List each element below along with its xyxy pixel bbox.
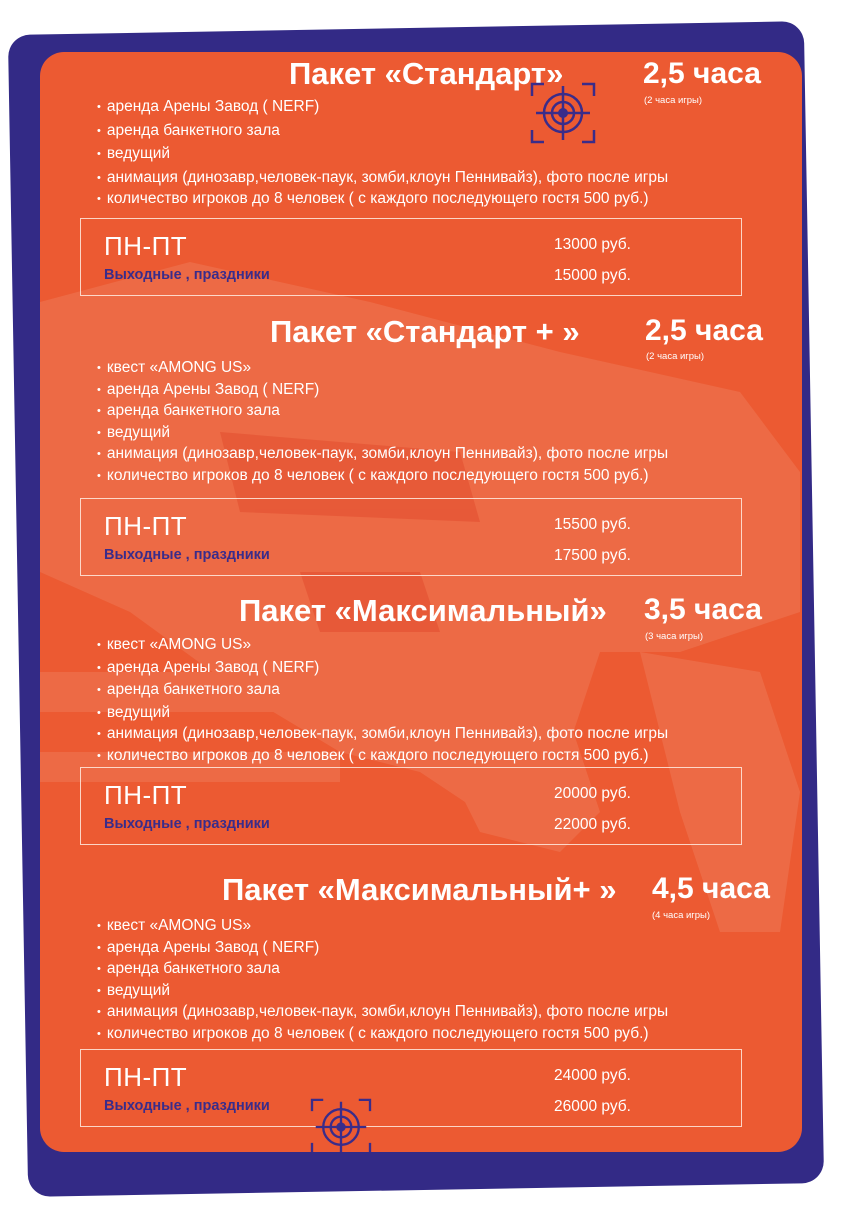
package-title: Пакет «Максимальный» bbox=[239, 593, 607, 628]
feature-item: • аренда Арены Завод ( NERF) bbox=[97, 380, 668, 402]
feature-list bbox=[97, 97, 668, 211]
feature-item: • аренда банкетного зала bbox=[97, 680, 668, 702]
package-duration: 2,5 часа bbox=[645, 314, 763, 347]
feature-item: • аренда Арены Завод ( NERF) bbox=[97, 97, 668, 119]
feature-item: • анимация (динозавр,человек-паук, зомби,клоун Пеннивайз), фото после игры bbox=[97, 168, 668, 190]
package-title: Пакет «Стандарт» bbox=[289, 56, 564, 91]
weekend-price: 17500 руб. bbox=[554, 547, 631, 564]
weekends-label: Выходные , праздники bbox=[104, 816, 270, 832]
weekday-price: 20000 руб. bbox=[554, 785, 631, 802]
weekdays-label: ПН-ПТ bbox=[104, 231, 188, 261]
feature-list bbox=[97, 635, 668, 768]
feature-item: • аренда Арены Завод ( NERF) bbox=[97, 658, 668, 680]
feature-item: • количество игроков до 8 человек ( с каждого последующего гостя 500 руб.) bbox=[97, 466, 668, 488]
feature-item: • количество игроков до 8 человек ( с каждого последующего гостя 500 руб.) bbox=[97, 746, 668, 768]
package-duration-note: (2 часа игры) bbox=[644, 95, 703, 106]
weekdays-label: ПН-ПТ bbox=[104, 780, 188, 810]
feature-item: • ведущий bbox=[97, 144, 668, 166]
package-duration: 3,5 часа bbox=[644, 593, 762, 626]
weekend-price: 26000 руб. bbox=[554, 1098, 631, 1115]
feature-item: • аренда Арены Завод ( NERF) bbox=[97, 938, 668, 960]
package-duration: 2,5 часа bbox=[643, 57, 761, 90]
weekdays-label: ПН-ПТ bbox=[104, 511, 188, 541]
price-box bbox=[80, 1049, 742, 1127]
feature-item: • квест «AMONG US» bbox=[97, 358, 668, 380]
feature-item: • аренда банкетного зала bbox=[97, 401, 668, 423]
weekday-price: 24000 руб. bbox=[554, 1067, 631, 1084]
weekend-price: 15000 руб. bbox=[554, 267, 631, 284]
feature-list bbox=[97, 916, 668, 1046]
feature-list bbox=[97, 358, 668, 488]
package-title: Пакет «Стандарт + » bbox=[270, 314, 580, 349]
package-duration: 4,5 часа bbox=[652, 872, 770, 905]
weekdays-label: ПН-ПТ bbox=[104, 1062, 188, 1092]
weekends-label: Выходные , праздники bbox=[104, 547, 270, 563]
package-title: Пакет «Максимальный+ » bbox=[222, 872, 617, 907]
feature-item: • квест «AMONG US» bbox=[97, 916, 668, 938]
feature-item: • количество игроков до 8 человек ( с каждого последующего гостя 500 руб.) bbox=[97, 189, 668, 211]
weekday-price: 15500 руб. bbox=[554, 516, 631, 533]
weekends-label: Выходные , праздники bbox=[104, 1098, 270, 1114]
feature-item: • анимация (динозавр,человек-паук, зомби,клоун Пеннивайз), фото после игры bbox=[97, 1002, 668, 1024]
weekday-price: 13000 руб. bbox=[554, 236, 631, 253]
weekends-label: Выходные , праздники bbox=[104, 267, 270, 283]
feature-item: • аренда банкетного зала bbox=[97, 121, 668, 143]
feature-item: • аренда банкетного зала bbox=[97, 959, 668, 981]
feature-item: • количество игроков до 8 человек ( с каждого последующего гостя 500 руб.) bbox=[97, 1024, 668, 1046]
package-duration-note: (2 часа игры) bbox=[646, 351, 705, 362]
feature-item: • ведущий bbox=[97, 703, 668, 725]
feature-item: • ведущий bbox=[97, 981, 668, 1003]
weekend-price: 22000 руб. bbox=[554, 816, 631, 833]
feature-item: • квест «AMONG US» bbox=[97, 635, 668, 657]
feature-item: • ведущий bbox=[97, 423, 668, 445]
feature-item: • анимация (динозавр,человек-паук, зомби,клоун Пеннивайз), фото после игры bbox=[97, 444, 668, 466]
package-duration-note: (3 часа игры) bbox=[645, 631, 704, 642]
price-box bbox=[80, 767, 742, 845]
price-box bbox=[80, 498, 742, 576]
price-box bbox=[80, 218, 742, 296]
crosshair-target-icon bbox=[310, 1098, 372, 1152]
feature-item: • анимация (динозавр,человек-паук, зомби,клоун Пеннивайз), фото после игры bbox=[97, 724, 668, 746]
package-duration-note: (4 часа игры) bbox=[652, 910, 711, 921]
price-card bbox=[40, 52, 802, 1152]
